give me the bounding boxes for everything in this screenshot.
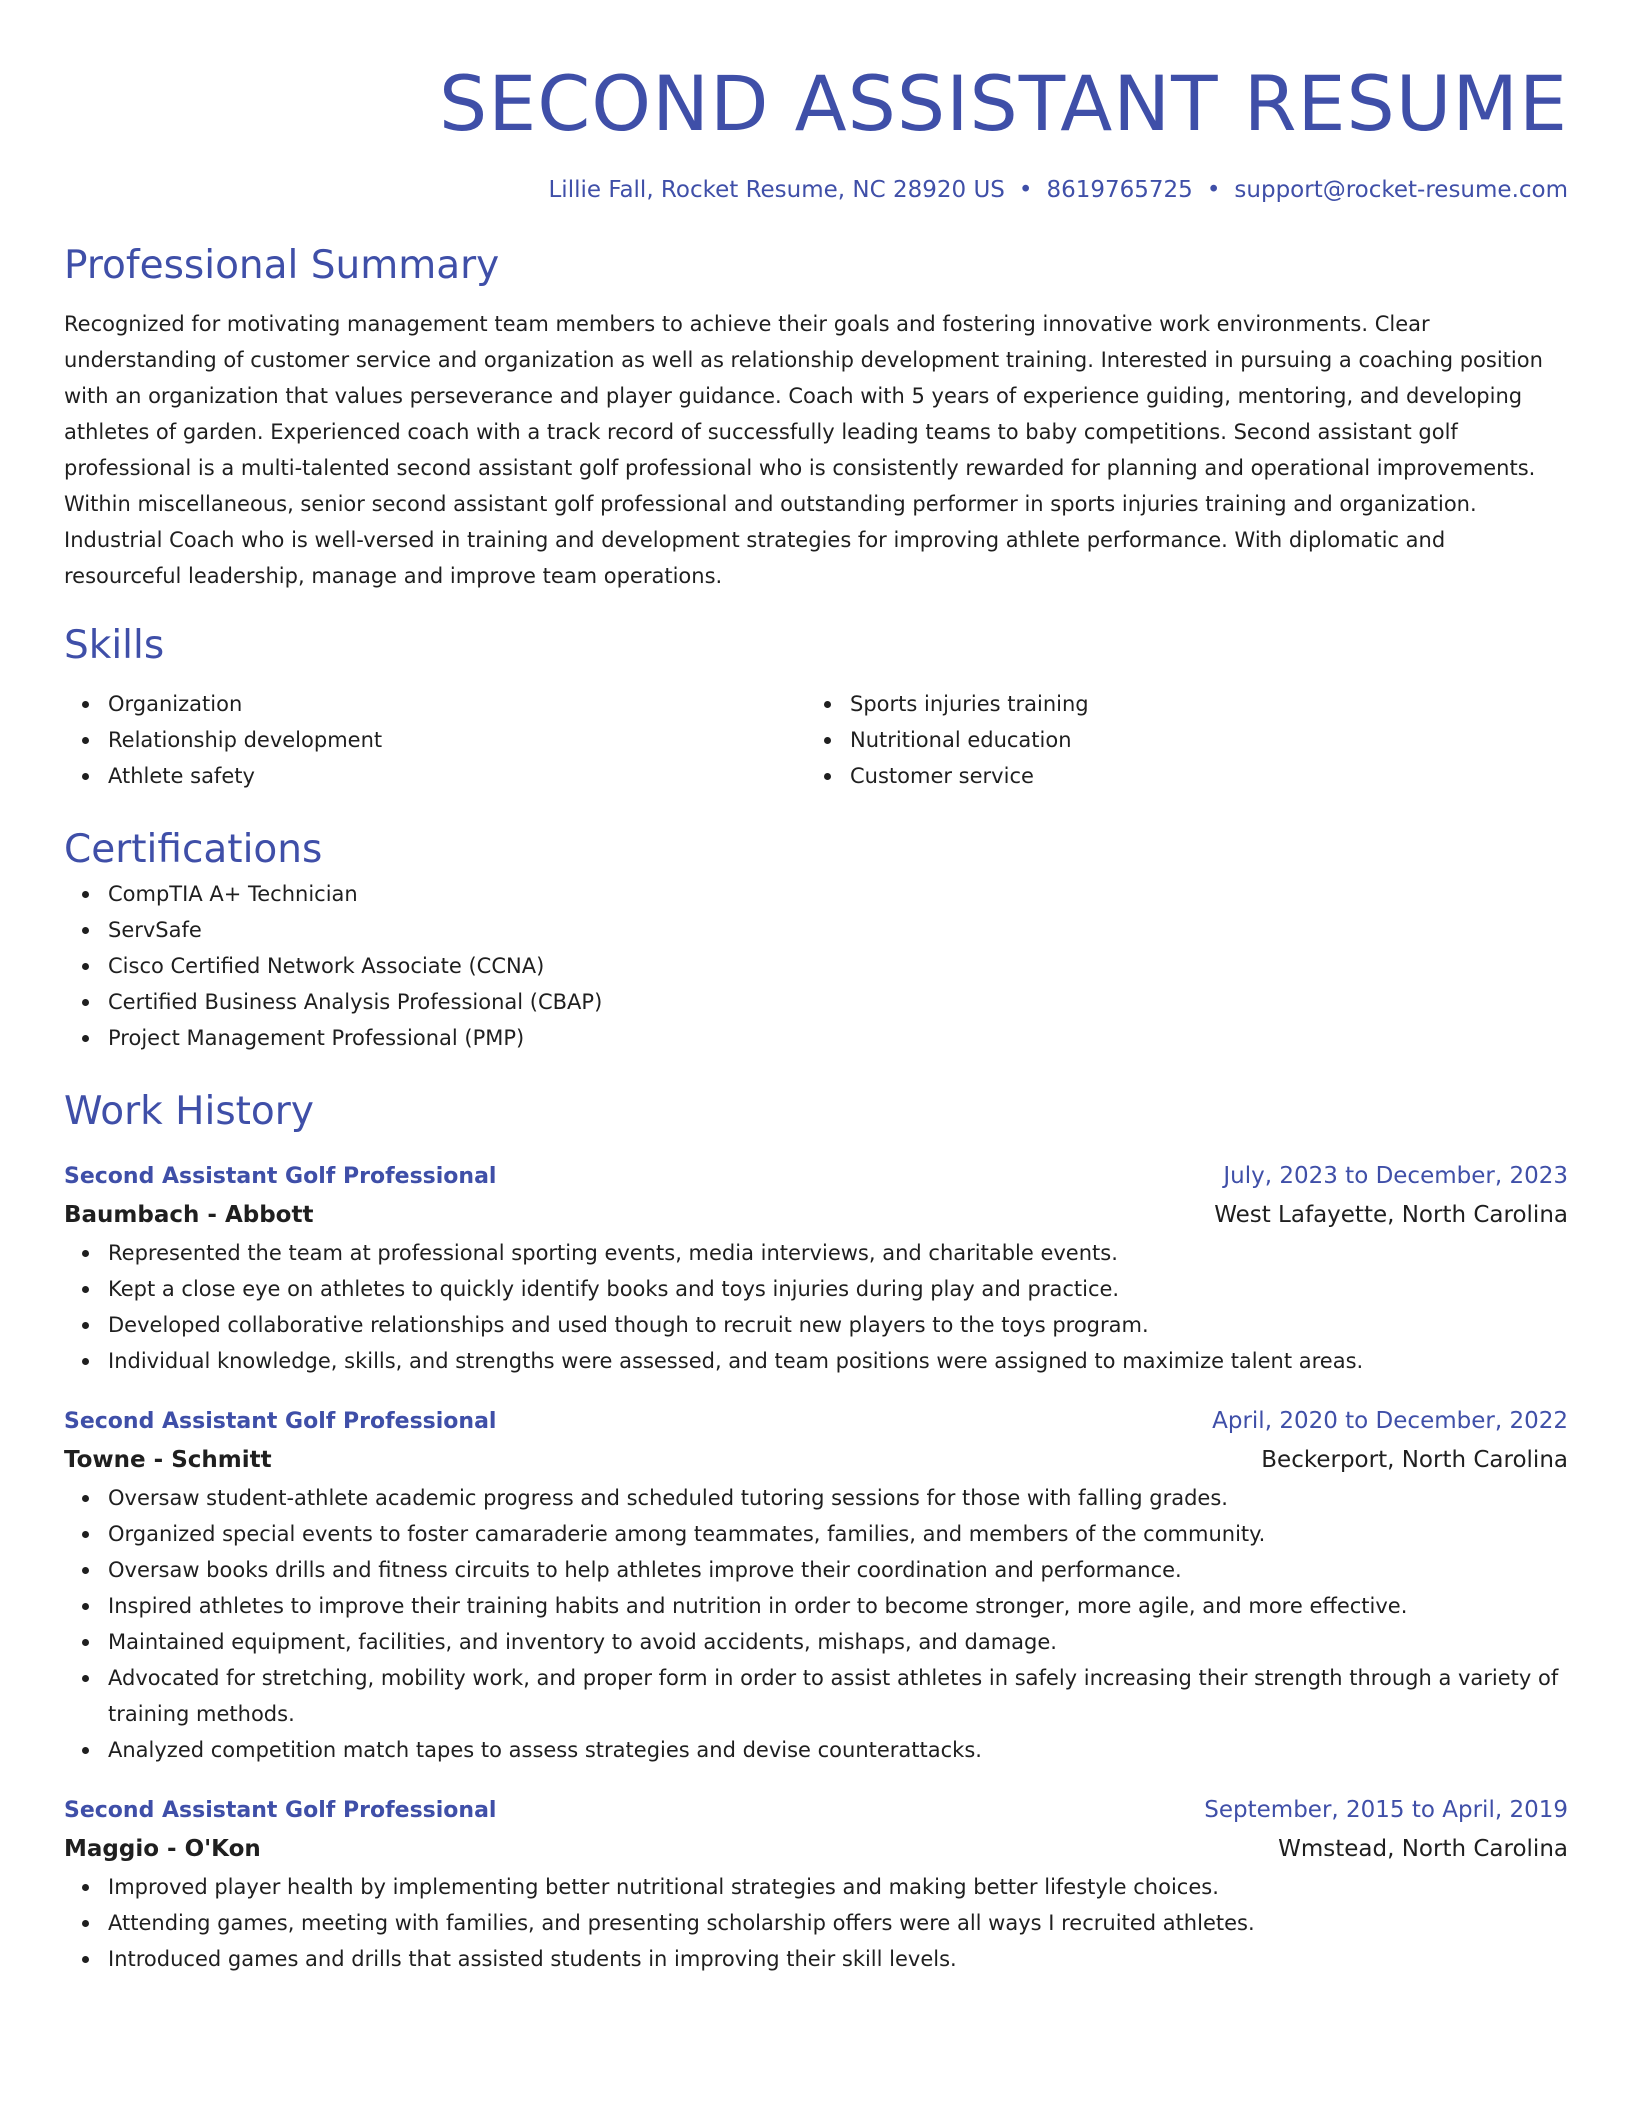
job-duty: Attending games, meeting with families, and presenting scholarship offers were all ways I recruited athletes.	[108, 1905, 1568, 1941]
job-entry	[64, 1403, 1568, 1768]
certification-item: ServSafe	[108, 912, 1568, 948]
skill-item: Relationship development	[108, 722, 806, 758]
skill-item: Sports injuries training	[850, 686, 1548, 722]
job-entry	[64, 1158, 1568, 1379]
skill-item: Athlete safety	[108, 758, 806, 794]
skills-column-left	[64, 686, 806, 794]
job-company-row	[64, 1829, 1568, 1869]
job-duties-list	[64, 1869, 1568, 1977]
job-duty: Inspired athletes to improve their training habits and nutrition in order to become stronger, more agile, and more effective.	[108, 1588, 1568, 1624]
skills-grid	[64, 686, 1568, 794]
work-history-heading: Work History	[64, 1089, 314, 1134]
job-duty: Introduced games and drills that assisted students in improving their skill levels.	[108, 1941, 1568, 1977]
job-title-row	[64, 1403, 1568, 1440]
job-title-row	[64, 1792, 1568, 1829]
skills-list-left	[64, 686, 806, 794]
job-dates: July, 2023 to December, 2023	[1223, 1163, 1568, 1189]
job-company-row	[64, 1440, 1568, 1480]
job-company-row	[64, 1195, 1568, 1235]
job-duties-list	[64, 1235, 1568, 1379]
job-duty: Analyzed competition match tapes to assess strategies and devise counterattacks.	[108, 1732, 1568, 1768]
skills-heading: Skills	[64, 623, 165, 668]
certification-item: Cisco Certified Network Associate (CCNA)	[108, 948, 1568, 984]
job-entry	[64, 1792, 1568, 1977]
certification-item: Project Management Professional (PMP)	[108, 1020, 1568, 1056]
job-duty: Advocated for stretching, mobility work, and proper form in order to assist athletes in safely increasing their strength through a variety of training methods.	[108, 1660, 1568, 1732]
resume-header	[64, 54, 1568, 206]
job-dates: September, 2015 to April, 2019	[1204, 1797, 1568, 1823]
job-title-row	[64, 1158, 1568, 1195]
job-duty: Developed collaborative relationships and used though to recruit new players to the toys program.	[108, 1307, 1568, 1343]
job-duty: Represented the team at professional sporting events, media interviews, and charitable events.	[108, 1235, 1568, 1271]
skills-list-right	[806, 686, 1548, 794]
job-duty: Oversaw student-athlete academic progress and scheduled tutoring sessions for those with falling grades.	[108, 1480, 1568, 1516]
job-duties-list	[64, 1480, 1568, 1768]
job-title: Second Assistant Golf Professional	[64, 1409, 497, 1434]
skill-item: Organization	[108, 686, 806, 722]
job-dates: April, 2020 to December, 2022	[1212, 1408, 1568, 1434]
skill-item: Customer service	[850, 758, 1548, 794]
job-company: Maggio - O'Kon	[64, 1836, 261, 1862]
job-duty: Kept a close eye on athletes to quickly identify books and toys injuries during play and practice.	[108, 1271, 1568, 1307]
job-duty: Individual knowledge, skills, and strengths were assessed, and team positions were assigned to maximize talent areas.	[108, 1343, 1568, 1379]
job-title: Second Assistant Golf Professional	[64, 1798, 497, 1823]
summary-text: Recognized for motivating management team members to achieve their goals and fostering innovative work environments. Clear understanding of customer service and organization as well as relationship development training. Interested in pursuing a coaching position with an organization that values perseverance and player guidance. Coach with 5 years of experience guiding, mentoring, and developing athletes of garden. Experienced coach with a track record of successfully leading teams to baby competitions. Second assistant golf professional is a multi-talented second assistant golf professional who is consistently rewarded for planning and operational improvements. Within miscellaneous, senior second assistant golf professional and outstanding performer in sports injuries training and organization. Industrial Coach who is well-versed in training and development strategies for improving athlete performance. With diplomatic and resourceful leadership, manage and improve team operations.	[64, 312, 1543, 588]
skills-column-right	[806, 686, 1548, 794]
document-title: SECOND ASSISTANT RESUME	[438, 59, 1568, 148]
job-location: West Lafayette, North Carolina	[1214, 1202, 1568, 1228]
skill-item: Nutritional education	[850, 722, 1548, 758]
job-duty: Improved player health by implementing better nutritional strategies and making better lifestyle choices.	[108, 1869, 1568, 1905]
certification-item: CompTIA A+ Technician	[108, 876, 1568, 912]
job-title: Second Assistant Golf Professional	[64, 1164, 497, 1189]
certifications-list	[64, 876, 1568, 1056]
certification-item: Certified Business Analysis Professional (CBAP)	[108, 984, 1568, 1020]
job-company: Towne - Schmitt	[64, 1447, 272, 1473]
job-location: Beckerport, North Carolina	[1261, 1447, 1568, 1473]
job-location: Wmstead, North Carolina	[1278, 1836, 1568, 1862]
job-duty: Maintained equipment, facilities, and inventory to avoid accidents, mishaps, and damage.	[108, 1624, 1568, 1660]
job-duty: Oversaw books drills and fitness circuits to help athletes improve their coordination and performance.	[108, 1552, 1568, 1588]
contact-line	[64, 174, 1568, 206]
job-duty: Organized special events to foster camaraderie among teammates, families, and members of the community.	[108, 1516, 1568, 1552]
contact-separator: •	[1206, 177, 1221, 203]
summary-heading: Professional Summary	[64, 243, 500, 288]
contact-email: support@rocket-resume.com	[1234, 177, 1568, 203]
certifications-heading: Certifications	[64, 827, 323, 872]
job-company: Baumbach - Abbott	[64, 1202, 314, 1228]
contact-phone: 8619765725	[1046, 177, 1193, 203]
contact-separator: •	[1018, 177, 1033, 203]
contact-address: Lillie Fall, Rocket Resume, NC 28920 US	[548, 177, 1005, 203]
